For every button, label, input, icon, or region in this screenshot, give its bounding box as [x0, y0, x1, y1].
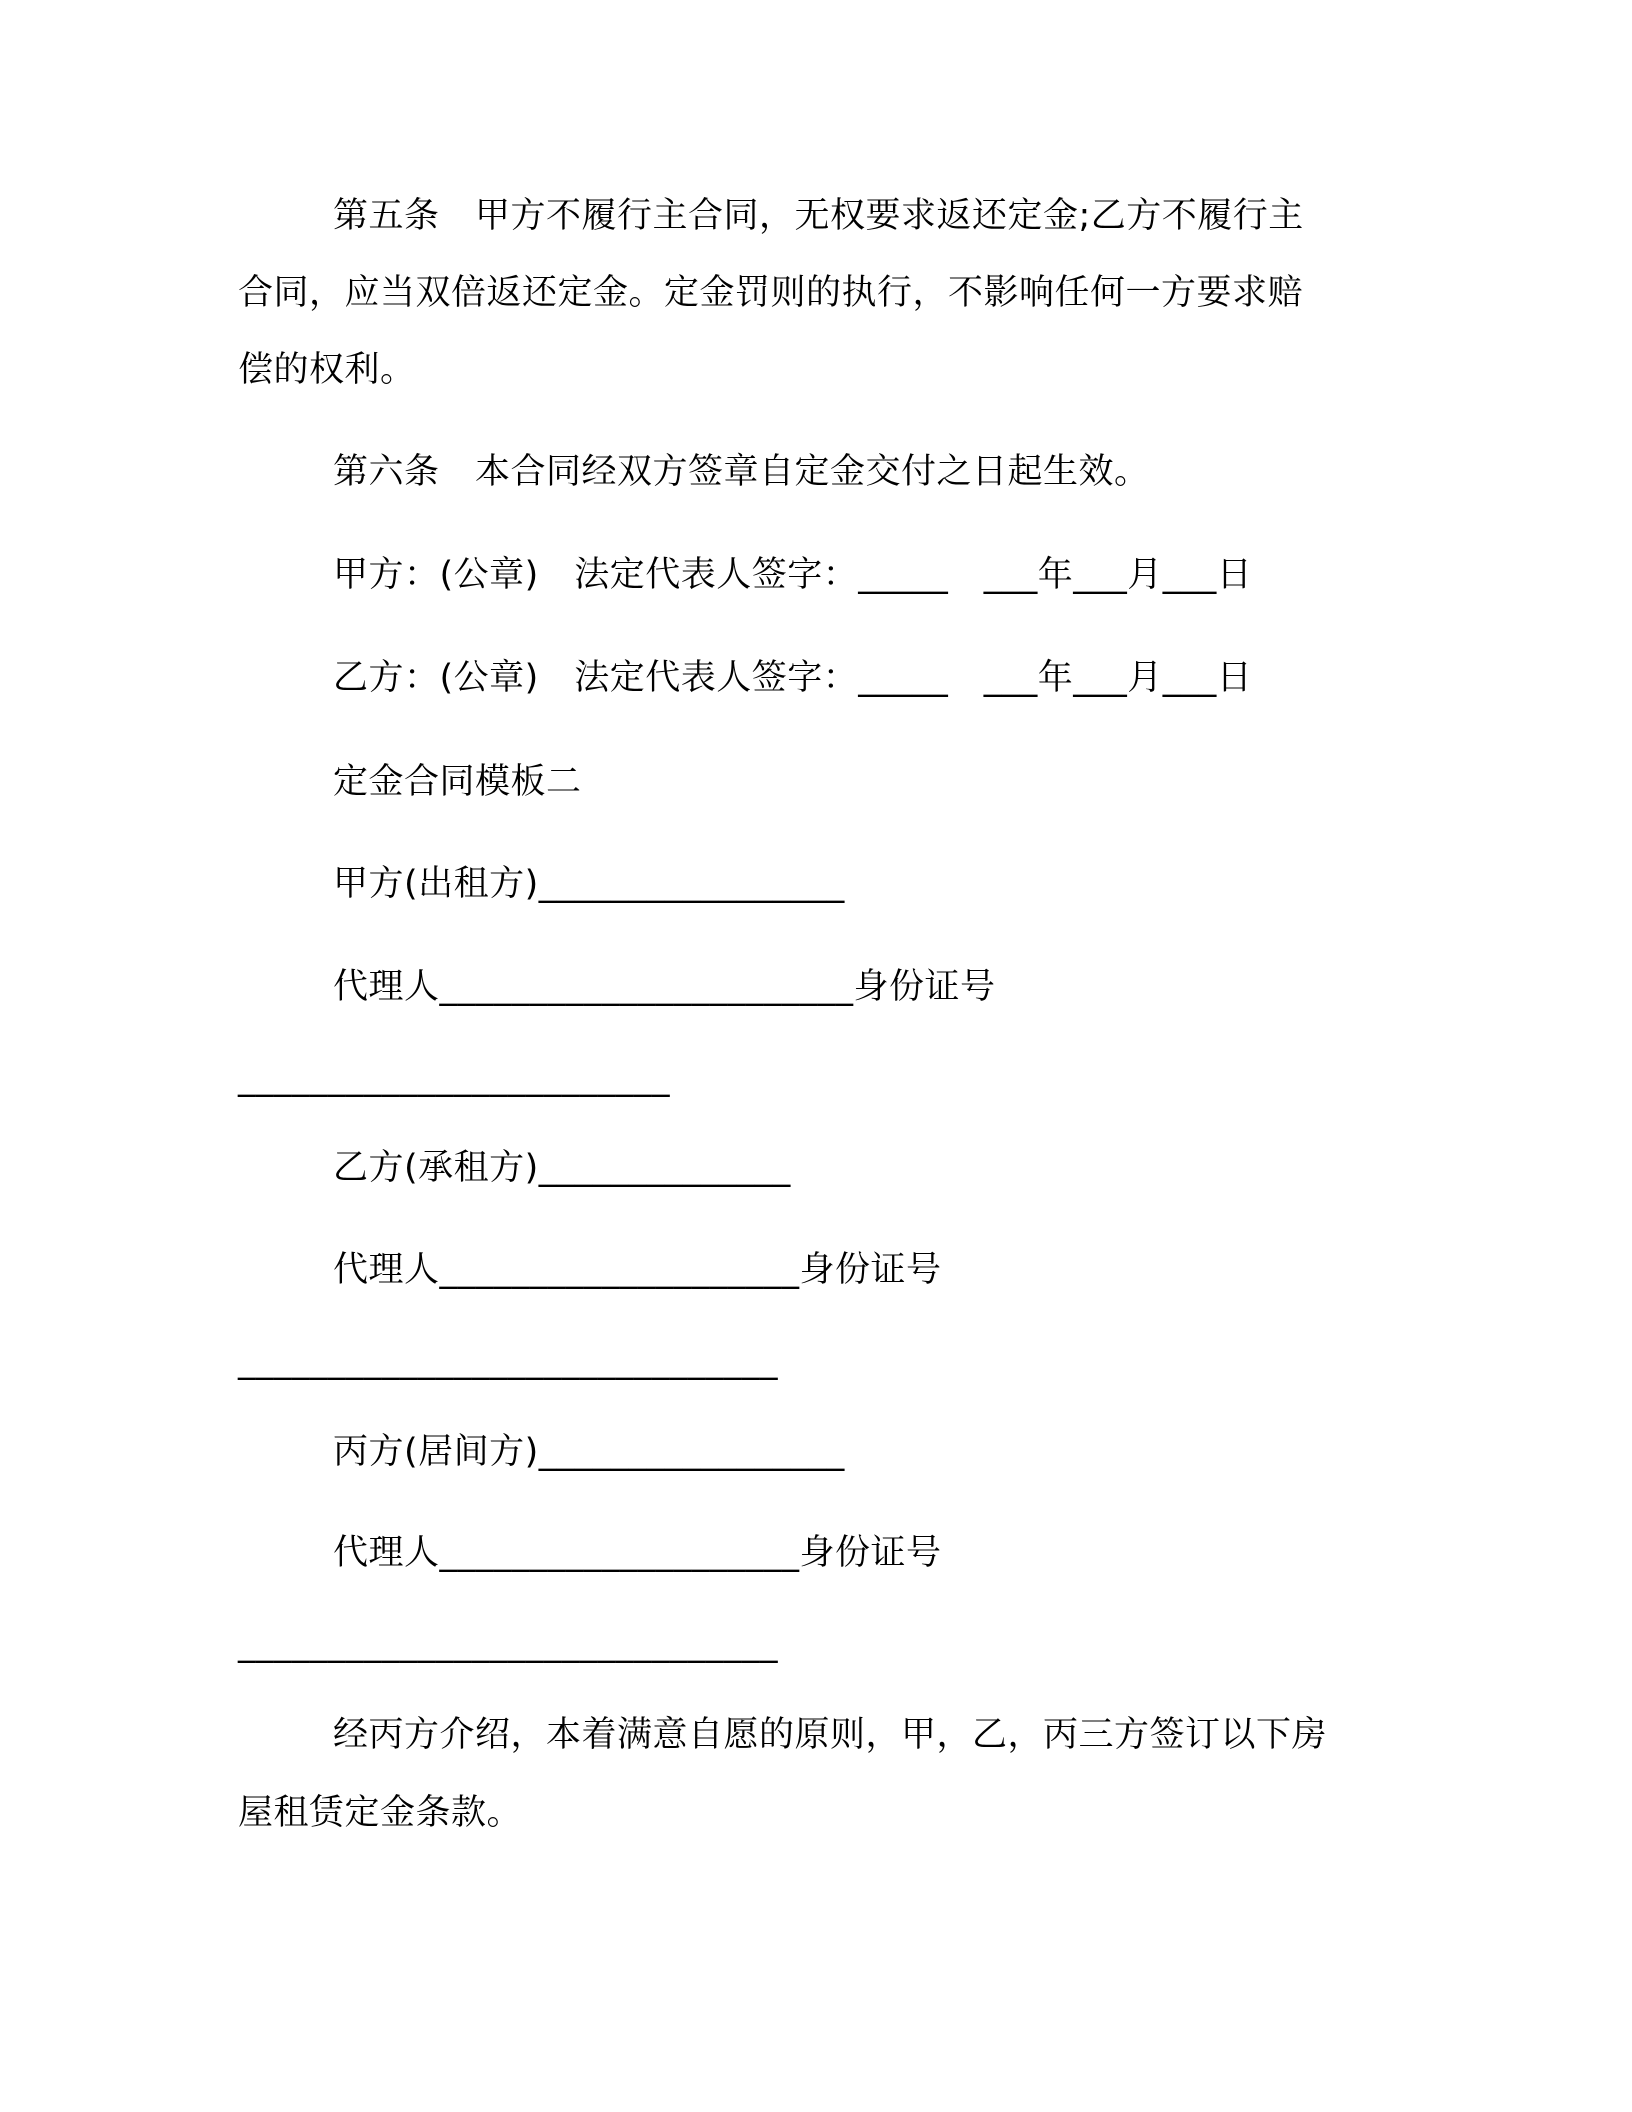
party-c-intermediary: 丙方(居间方)_________________ — [333, 1432, 845, 1472]
party-c-id-blank: ______________________________ — [238, 1624, 778, 1664]
party-a-id-blank: ________________________ — [238, 1058, 670, 1098]
party-a-agent: 代理人_______________________身份证号 — [333, 967, 996, 1007]
party-a-signature-line: 甲方：(公章) 法定代表人签字：_____ ___年___月___日 — [333, 555, 1253, 595]
article-5-line-2: 合同，应当双倍返还定金。定金罚则的执行，不影响任何一方要求赔 — [238, 273, 1304, 313]
party-b-lessee: 乙方(承租方)______________ — [333, 1148, 791, 1188]
intro-paragraph-line-1: 经丙方介绍，本着满意自愿的原则，甲，乙，丙三方签订以下房 — [333, 1715, 1328, 1755]
intro-paragraph-line-2: 屋租赁定金条款。 — [238, 1793, 523, 1833]
party-b-signature-line: 乙方：(公章) 法定代表人签字：_____ ___年___月___日 — [333, 658, 1253, 698]
article-6: 第六条 本合同经双方签章自定金交付之日起生效。 — [333, 452, 1150, 492]
party-a-lessor: 甲方(出租方)_________________ — [333, 864, 845, 904]
article-5-line-3: 偿的权利。 — [238, 350, 416, 390]
party-c-agent: 代理人____________________身份证号 — [333, 1533, 942, 1573]
article-5-line-1: 第五条 甲方不履行主合同，无权要求返还定金;乙方不履行主 — [333, 196, 1304, 236]
template-two-heading: 定金合同模板二 — [333, 762, 582, 802]
party-b-id-blank: ______________________________ — [238, 1341, 778, 1381]
party-b-agent: 代理人____________________身份证号 — [333, 1250, 942, 1290]
